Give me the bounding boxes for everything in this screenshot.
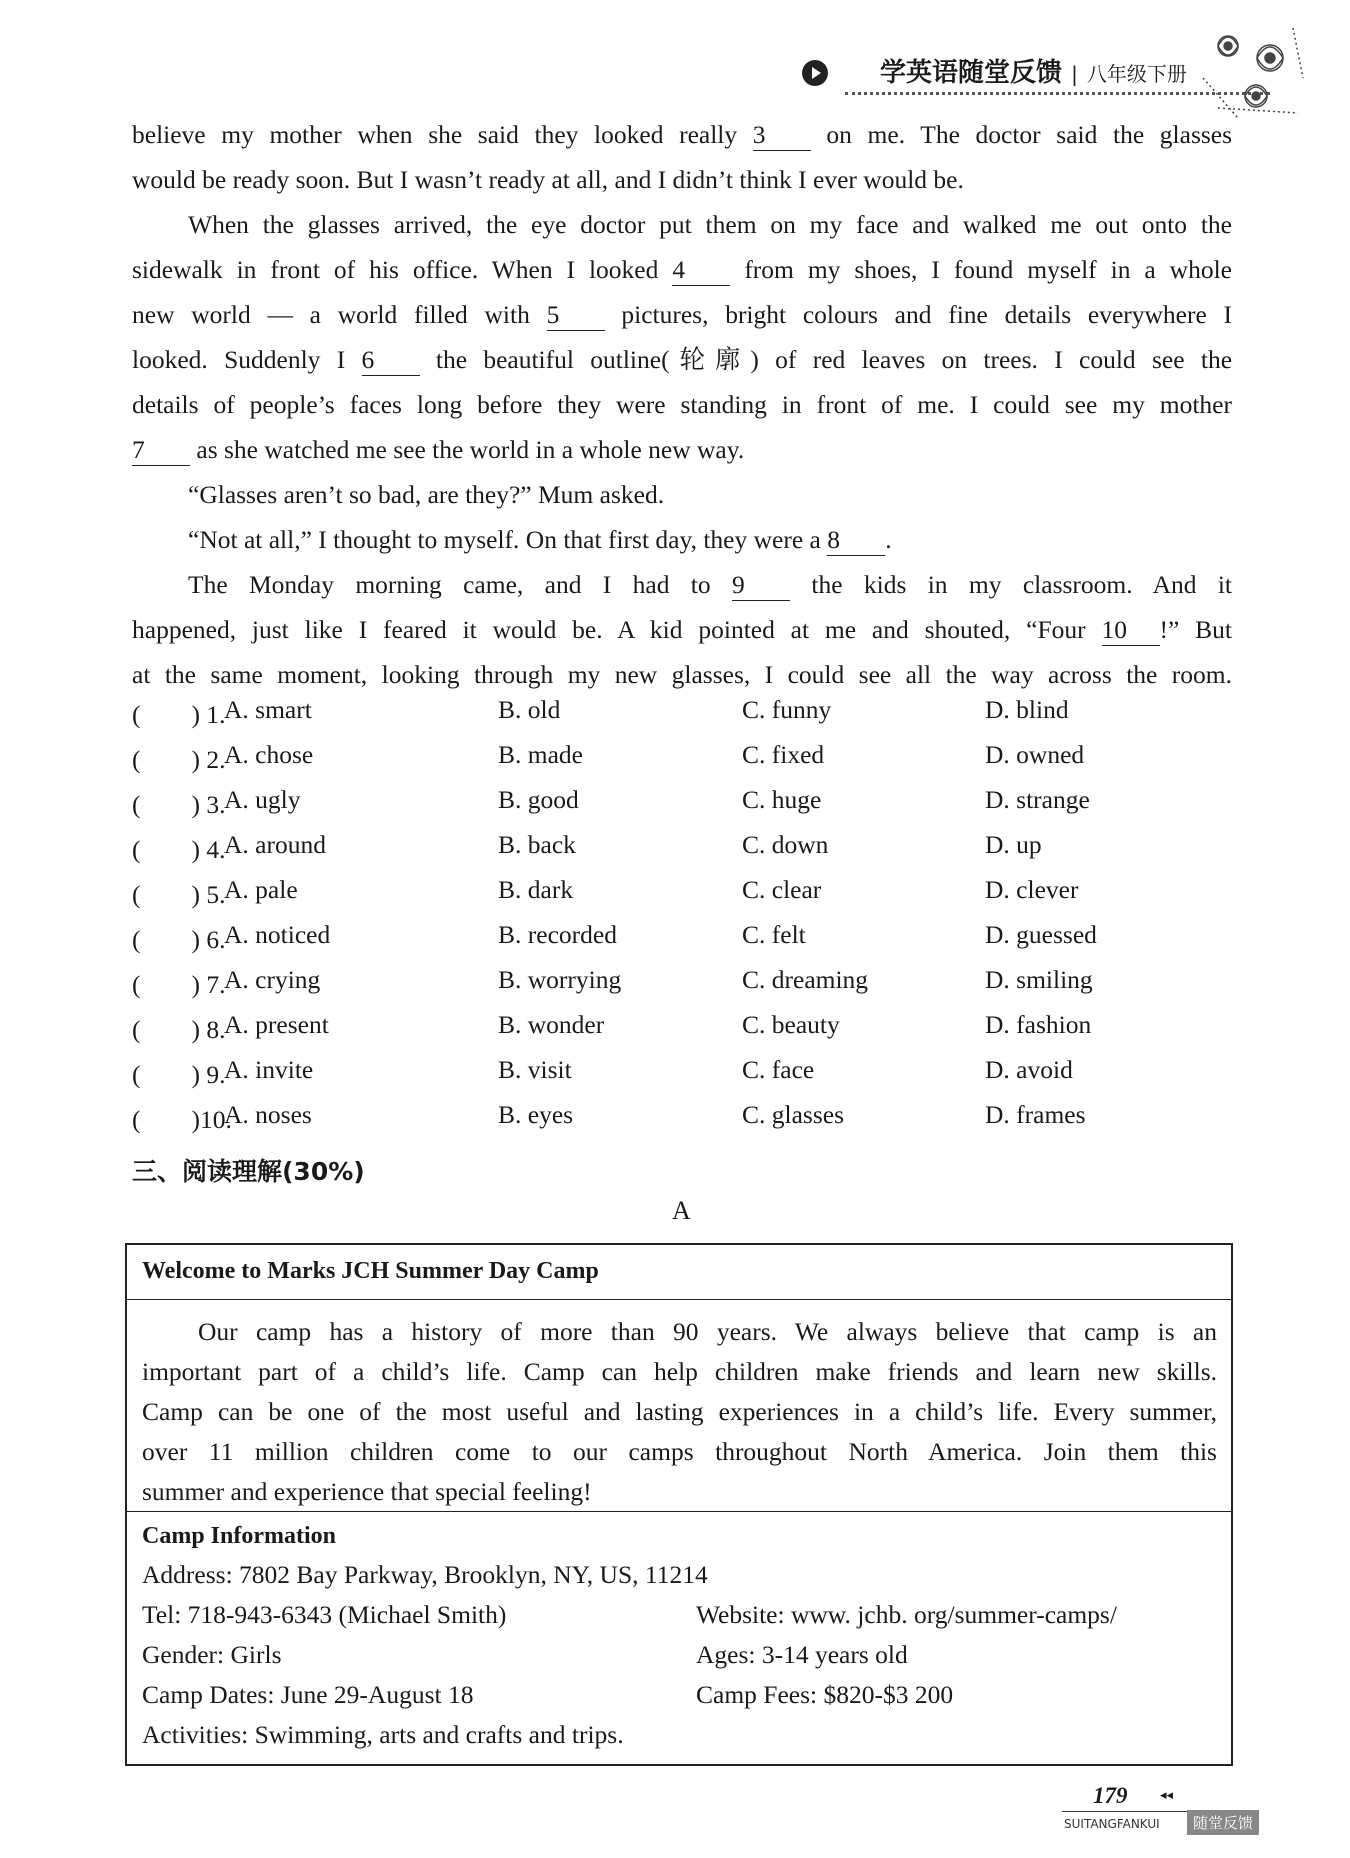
option-row-4: ( ) 4. A. around B. back C. down D. up xyxy=(132,830,1042,864)
camp-address: Address: 7802 Bay Parkway, Brooklyn, NY, US, 11214 xyxy=(142,1560,708,1589)
blank-5: 5 xyxy=(547,300,605,331)
passage-line: looked. Suddenly I 6 the beautiful outline(轮廓) of red leaves on trees. I could see the xyxy=(132,345,1233,374)
option-row-2: ( ) 2. A. chose B. made C. fixed D. owned xyxy=(132,740,1085,774)
passage-line: “Glasses aren’t so bad, are they?” Mum asked. xyxy=(188,480,665,509)
passage-line: sidewalk in front of his office. When I looked 4 from my shoes, I found myself in a whole xyxy=(132,255,1233,284)
part-label: A xyxy=(672,1196,691,1225)
blank-7: 7 xyxy=(132,435,190,466)
book-grade: 八年级下册 xyxy=(1086,62,1187,86)
option-row-1: ( ) 1. A. smart B. old C. funny D. blind xyxy=(132,695,1069,729)
arrow-icon: ◂◂ xyxy=(1160,1787,1174,1802)
passage-line: at the same moment, looking through my new glasses, I could see all the way across the room. xyxy=(132,660,1232,689)
option-row-3: ( ) 3. A. ugly B. good C. huge D. strange xyxy=(132,785,1090,819)
blank-9: 9 xyxy=(732,570,790,601)
blank-3: 3 xyxy=(753,120,811,151)
passage-line: would be ready soon. But I wasn’t ready at all, and I didn’t think I ever would be. xyxy=(132,165,964,194)
book-title: 学英语随堂反馈 xyxy=(880,58,1063,88)
running-header xyxy=(880,52,1187,89)
camp-tel: Tel: 718-943-6343 (Michael Smith) xyxy=(142,1600,507,1629)
passage-line: details of people’s faces long before they were standing in front of me. I could see my mother xyxy=(132,390,1232,419)
option-row-6: ( ) 6. A. noticed B. recorded C. felt D. guessed xyxy=(132,920,1097,954)
option-row-10: ( )10. A. noses B. eyes C. glasses D. frames xyxy=(132,1100,1086,1134)
passage-line: 7 as she watched me see the world in a whole new way. xyxy=(132,435,745,464)
blank-4: 4 xyxy=(672,255,730,286)
page-number: 179 xyxy=(1093,1783,1128,1808)
camp-website: Website: www. jchb. org/summer-camps/ xyxy=(696,1600,1117,1629)
camp-ages: Ages: 3-14 years old xyxy=(696,1640,908,1669)
footer-pinyin: SUITANGFANKUI xyxy=(1064,1817,1160,1831)
passage-line: When the glasses arrived, the eye doctor put them on my face and walked me out onto the xyxy=(188,210,1232,239)
camp-fees: Camp Fees: $820-$3 200 xyxy=(696,1680,954,1709)
blank-10: 10 xyxy=(1102,615,1160,646)
camp-information xyxy=(127,1511,1231,1749)
section-heading: 三、阅读理解(30%) xyxy=(132,1157,365,1186)
play-icon xyxy=(802,60,828,86)
camp-activities: Activities: Swimming, arts and crafts and trips. xyxy=(142,1720,624,1749)
option-row-5: ( ) 5. A. pale B. dark C. clear D. clever xyxy=(132,875,1079,909)
camp-dates: Camp Dates: June 29-August 18 xyxy=(142,1680,474,1709)
blank-6: 6 xyxy=(362,345,420,376)
passage-line: new world — a world filled with 5 pictures, bright colours and fine details everywhere I xyxy=(132,300,1233,329)
camp-ad-text: Our camp has a history of more than 90 years. We always believe that camp is an important part of a child’s life. Camp can help children make friends and learn new skills. Camp can be one of the most useful and lasting experiences in a child’s life. Every summer, over 11 million children come to our camps throughout North America. Join them this summer and experience that special feeling! xyxy=(142,1317,1217,1506)
camp-ad-title: Welcome to Marks JCH Summer Day Camp xyxy=(127,1245,1231,1300)
passage-line: believe my mother when she said they looked really 3 on me. The doctor said the glasses xyxy=(132,120,1233,149)
option-row-9: ( ) 9. A. invite B. visit C. face D. avoid xyxy=(132,1055,1073,1089)
header-separator: | xyxy=(1071,62,1078,86)
option-row-7: ( ) 7. A. crying B. worrying C. dreaming D. smiling xyxy=(132,965,1093,999)
passage-line: The Monday morning came, and I had to 9 the kids in my classroom. And it xyxy=(188,570,1232,599)
footer-badge: 随堂反馈 xyxy=(1187,1810,1259,1835)
passage-line: happened, just like I feared it would be. A kid pointed at me and shouted, “Four 10 !” But xyxy=(132,615,1232,644)
camp-gender: Gender: Girls xyxy=(142,1640,282,1669)
blank-8: 8 xyxy=(827,525,885,556)
passage-line: “Not at all,” I thought to myself. On that first day, they were a 8 . xyxy=(188,525,892,554)
camp-ad-box xyxy=(125,1243,1233,1766)
camp-info-title: Camp Information xyxy=(142,1523,337,1549)
cloze-passage xyxy=(132,112,1232,697)
option-row-8: ( ) 8. A. present B. wonder C. beauty D. fashion xyxy=(132,1010,1092,1044)
answer-options xyxy=(132,695,1132,1145)
